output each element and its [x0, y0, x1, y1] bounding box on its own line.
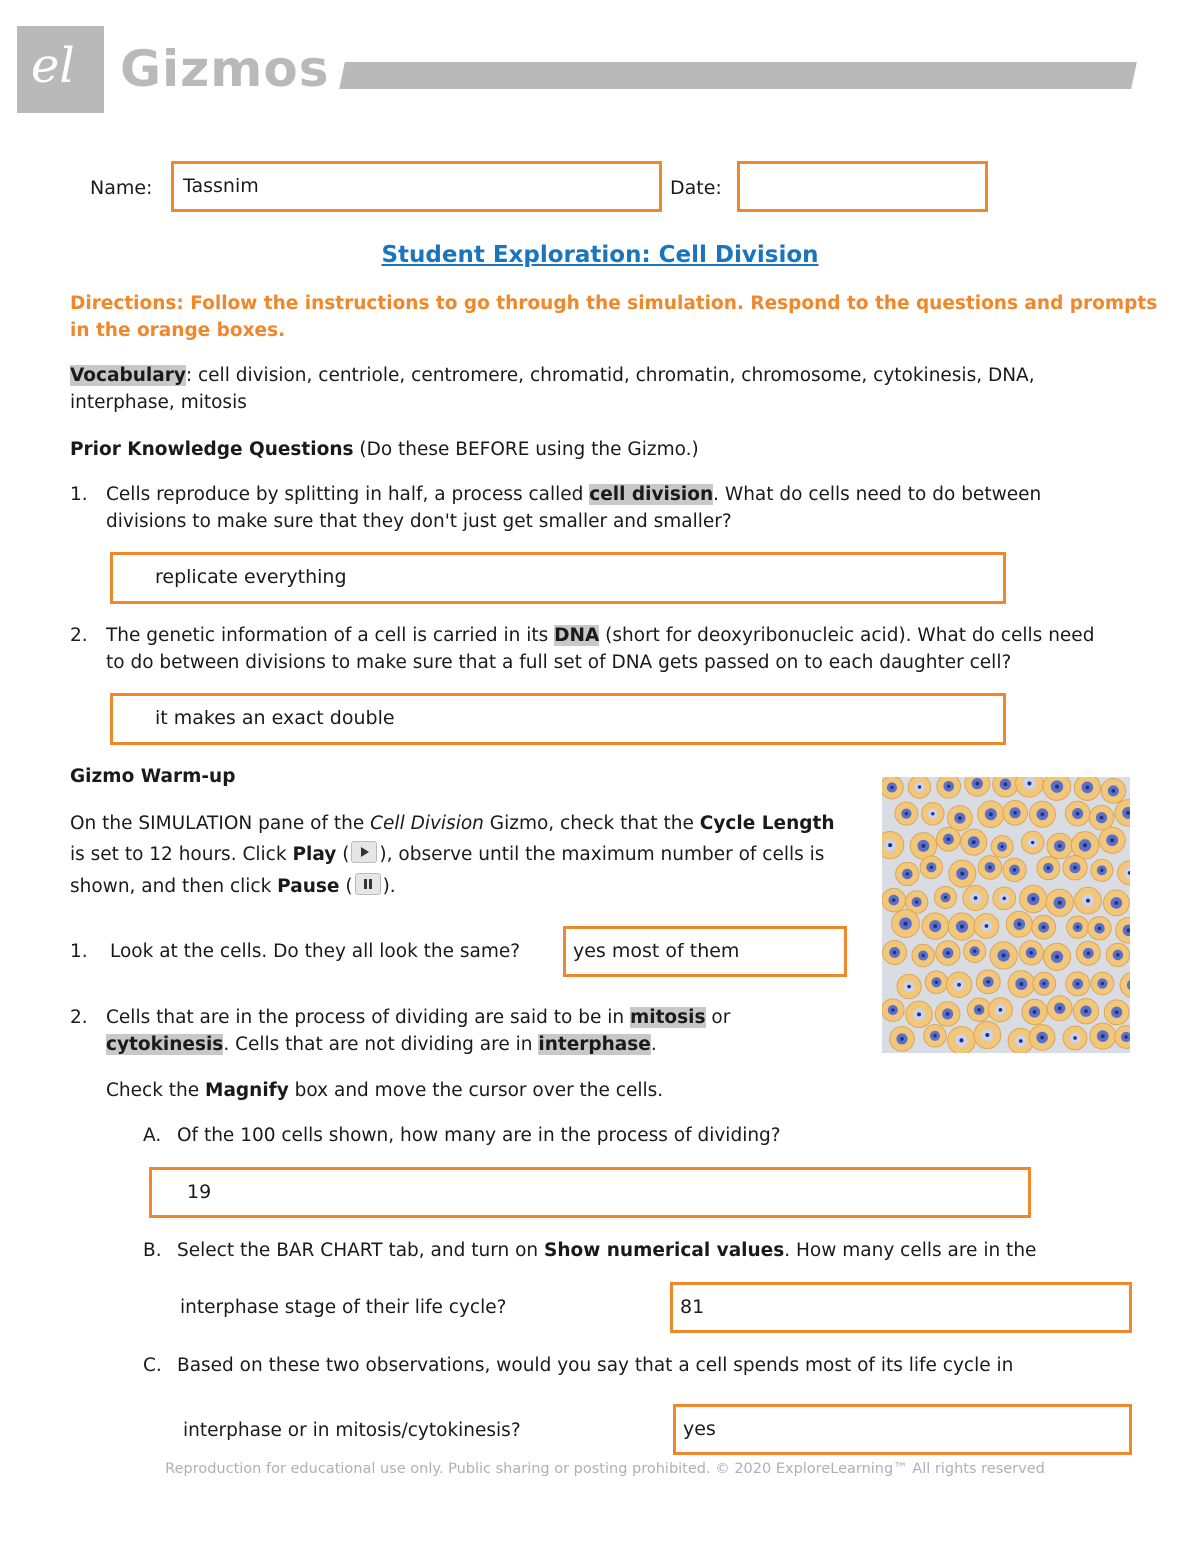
prior-q2-text	[106, 622, 1094, 649]
cell-nucleolus	[893, 951, 897, 955]
prior-q1-pre: Cells reproduce by splitting in half, a process called	[106, 484, 590, 505]
cell-nucleolus	[935, 981, 938, 984]
cell-nucleolus	[903, 922, 907, 926]
name-label: Name:	[90, 177, 153, 199]
cell-nucleolus	[959, 1038, 963, 1042]
warmup-p1-bold: Cycle Length	[699, 813, 835, 834]
cell-nucleolus	[1100, 869, 1103, 872]
cell-nucleolus	[960, 925, 964, 929]
subq-a-answer: 19	[187, 1181, 212, 1203]
cell-nucleolus	[1126, 811, 1130, 815]
cell-nucleolus	[1073, 866, 1077, 870]
cell-nucleolus	[1019, 982, 1023, 986]
prior-q1-line2: divisions to make sure that they don't just get smaller and smaller?	[106, 511, 732, 532]
vocabulary-terms: : cell division, centriole, centromere, chromatid, chromatin, chromosome, cytokinesis, DNA,	[185, 365, 1035, 386]
subq-a-label: A.	[143, 1125, 162, 1146]
subq-b-line2: interphase stage of their life cycle?	[180, 1297, 507, 1318]
cell-nucleolus	[946, 1012, 950, 1016]
cell-nucleolus	[906, 872, 910, 876]
cell-nucleolus	[1084, 1009, 1088, 1013]
prior-q1-term: cell division	[589, 484, 714, 505]
cell-nucleolus	[933, 1034, 936, 1037]
warmup-p2-c: ), observe until the maximum number of cells is	[379, 844, 825, 865]
cell-nucleolus	[1055, 784, 1059, 788]
warmup-q2-post1: or	[705, 1007, 731, 1028]
warmup-q1-answer: yes most of them	[573, 940, 740, 962]
cell-nucleolus	[891, 1008, 894, 1011]
cell-nucleolus	[974, 896, 978, 900]
warmup-p2-b: (	[336, 844, 350, 865]
warmup-q2-mid: . Cells that are not dividing are in	[223, 1034, 539, 1055]
prior-q1-answer: replicate everything	[155, 566, 347, 588]
cell-nucleolus	[975, 782, 979, 786]
cell-nucleolus	[1076, 982, 1080, 986]
cell-nucleolus	[1086, 951, 1090, 955]
cell-nucleolus	[1058, 1006, 1062, 1010]
cell-nucleolus	[1031, 897, 1035, 901]
warmup-heading: Gizmo Warm-up	[70, 766, 236, 787]
cell-nucleolus	[1101, 982, 1104, 985]
warmup-q2-num: 2.	[70, 1007, 88, 1028]
warmup-q2-pre: Cells that are in the process of dividing are said to be in	[106, 1007, 630, 1028]
cell-nucleolus	[973, 950, 976, 953]
warmup-p1-a: On the SIMULATION pane of the	[70, 813, 371, 834]
cell-nucleolus	[972, 840, 976, 844]
cell-nucleolus	[1003, 897, 1006, 900]
cell-nucleolus	[1040, 1036, 1044, 1040]
cell-nucleolus	[944, 896, 947, 899]
prior-q1-text	[106, 481, 1041, 508]
cell-nucleolus	[1086, 899, 1090, 903]
subq-b-post: . How many cells are in the	[784, 1240, 1037, 1261]
cell-nucleolus	[1027, 781, 1031, 785]
cell-nucleolus	[985, 1033, 989, 1037]
vocabulary	[70, 362, 1035, 389]
warmup-q2-term-interphase: interphase	[538, 1034, 651, 1055]
cell-nucleolus	[900, 1037, 904, 1041]
name-value: Tassnim	[183, 175, 259, 197]
cells-image	[882, 777, 1130, 1053]
warmup-play-word: Play	[292, 844, 337, 865]
warmup-p3	[70, 873, 396, 900]
subq-b-answer: 81	[680, 1296, 705, 1318]
cell-nucleolus	[1100, 816, 1104, 820]
warmup-q2-end: .	[650, 1034, 657, 1055]
cell-nucleolus	[947, 785, 951, 789]
cell-nucleolus	[977, 1008, 981, 1012]
cell-nucleolus	[1073, 1036, 1077, 1040]
warmup-p2	[70, 841, 824, 868]
warmup-q2-term-cytokinesis: cytokinesis	[106, 1034, 224, 1055]
cell-nucleolus	[947, 837, 951, 841]
subq-b-bold: Show numerical values	[544, 1240, 785, 1261]
date-field[interactable]	[737, 161, 988, 212]
warmup-q2-check-bold: Magnify	[205, 1080, 289, 1101]
cell-nucleolus	[1124, 1035, 1127, 1038]
cell-nucleolus	[921, 844, 925, 848]
cell-nucleolus	[888, 843, 892, 847]
cell-nucleolus	[1043, 982, 1046, 985]
cell-nucleolus	[1116, 953, 1120, 957]
cell-nucleolus	[1019, 1039, 1023, 1043]
date-label: Date:	[670, 177, 722, 199]
cell-nucleolus	[1076, 812, 1080, 816]
cell-nucleolus	[892, 898, 896, 902]
cell-nucleolus	[930, 866, 933, 869]
cell-nucleolus	[988, 866, 992, 870]
prior-heading-bold: Prior Knowledge Questions	[70, 439, 354, 460]
warmup-p3-c: ).	[382, 876, 396, 897]
subq-c-answer-box[interactable]	[673, 1404, 1132, 1455]
warmup-p2-a: is set to 12 hours. Click	[70, 844, 293, 865]
subq-b-pre: Select the BAR CHART tab, and turn on	[177, 1240, 545, 1261]
logo-mark-text: el	[31, 38, 75, 94]
subq-c-label: C.	[143, 1355, 162, 1376]
cell-nucleolus	[1055, 955, 1059, 959]
cell-nucleolus	[957, 983, 961, 987]
cell-nucleolus	[890, 786, 893, 789]
cell-nucleolus	[1013, 811, 1017, 815]
warmup-q2-line2	[106, 1031, 657, 1058]
warmup-q2-term-mitosis: mitosis	[629, 1007, 706, 1028]
cell-nucleolus	[985, 924, 989, 928]
cell-nucleolus	[1013, 868, 1017, 872]
prior-q1-post: . What do cells need to do between	[713, 484, 1042, 505]
cell-nucleolus	[921, 954, 924, 957]
prior-q2-post: (short for deoxyribonucleic acid). What do cells need	[599, 625, 1095, 646]
subq-c-text: Based on these two observations, would you say that a cell spends most of its life cycle in	[177, 1355, 1014, 1376]
warmup-p3-b: (	[339, 876, 353, 897]
cell-nucleolus	[960, 872, 964, 876]
cell-nucleolus	[1047, 866, 1050, 869]
cell-nucleolus	[986, 980, 990, 984]
warmup-q1-text: Look at the cells. Do they all look the same?	[110, 941, 521, 962]
vocabulary-label: Vocabulary	[70, 365, 186, 386]
cell-nucleolus	[1114, 901, 1118, 905]
warmup-q2-check	[106, 1077, 663, 1104]
directions-line2: in the orange boxes.	[70, 320, 286, 341]
cell-nucleolus	[1031, 841, 1034, 844]
cell-nucleolus	[1058, 844, 1062, 848]
logo-mark	[17, 26, 104, 113]
prior-q1-num: 1.	[70, 484, 88, 505]
cell-nucleolus	[989, 812, 993, 816]
footer-notice: Reproduction for educational use only. Public sharing or posting prohibited. © 2020 ExploreLearning™ All rights reserved	[165, 1461, 1045, 1477]
warmup-p1-italic: Cell Division	[370, 813, 484, 834]
warmup-pause-word: Pause	[277, 876, 340, 897]
warmup-p1-b: Gizmo, check that the	[483, 813, 700, 834]
cell-nucleolus	[958, 816, 962, 820]
subq-a-text: Of the 100 cells shown, how many are in the process of dividing?	[177, 1125, 781, 1146]
warmup-q2-text	[106, 1004, 730, 1031]
subq-a-answer-box[interactable]	[149, 1167, 1031, 1218]
directions-line1: Directions: Follow the instructions to go through the simulation. Respond to the questions and prompts	[70, 293, 1158, 314]
subq-c-line2: interphase or in mitosis/cytokinesis?	[183, 1420, 521, 1441]
cell-nucleolus	[1029, 951, 1033, 955]
cells-illustration	[882, 777, 1130, 1053]
cell-nucleolus	[907, 985, 911, 989]
cell-nucleolus	[1098, 927, 1102, 931]
prior-q2-line2: to do between divisions to make sure that a full set of DNA gets passed on to each daughter cell?	[106, 652, 1012, 673]
play-icon	[351, 841, 377, 863]
cell-nucleolus	[1083, 843, 1087, 847]
cell-nucleolus	[905, 812, 908, 815]
prior-heading-note: (Do these BEFORE using the Gizmo.)	[353, 439, 699, 460]
page-title: Student Exploration: Cell Division	[381, 242, 819, 268]
cell-nucleolus	[1112, 789, 1116, 793]
header-bar	[339, 62, 1137, 89]
cell-nucleolus	[917, 1012, 921, 1016]
cell-nucleolus	[1000, 845, 1003, 848]
warmup-q1-num: 1.	[70, 941, 88, 962]
pause-icon	[355, 873, 381, 895]
cell-nucleolus	[933, 924, 937, 928]
cell-nucleolus	[1115, 1010, 1119, 1014]
cell-nucleolus	[1040, 812, 1044, 816]
cell-nucleolus	[1101, 1034, 1105, 1038]
cell-nucleolus	[999, 1008, 1003, 1012]
cell-nucleolus	[931, 812, 934, 815]
subq-c-answer: yes	[683, 1418, 716, 1440]
vocabulary-line2: interphase, mitosis	[70, 392, 247, 413]
prior-heading	[70, 436, 699, 463]
warmup-q2-check-a: Check the	[106, 1080, 206, 1101]
brand-name: Gizmos	[120, 40, 330, 98]
cell-nucleolus	[1042, 925, 1046, 929]
cell-nucleolus	[1058, 901, 1062, 905]
prior-q2-num: 2.	[70, 625, 88, 646]
cell-nucleolus	[1110, 838, 1114, 842]
cell-nucleolus	[1017, 922, 1021, 926]
prior-q2-term: DNA	[554, 625, 600, 646]
cell-nucleolus	[915, 900, 918, 903]
cell-nucleolus	[1076, 925, 1079, 928]
cell-nucleolus	[946, 951, 950, 955]
cell-nucleolus	[1085, 785, 1089, 789]
prior-q2-pre: The genetic information of a cell is carried in its	[106, 625, 555, 646]
cell-nucleolus	[918, 785, 921, 788]
subq-b-label: B.	[143, 1240, 162, 1261]
cell-nucleolus	[1003, 782, 1007, 786]
warmup-p1	[70, 810, 835, 837]
cell-nucleolus	[1002, 953, 1006, 957]
prior-q2-answer: it makes an exact double	[155, 707, 395, 729]
subq-b-text	[177, 1237, 1036, 1264]
cell-nucleolus	[1033, 1010, 1037, 1014]
warmup-p3-a: shown, and then click	[70, 876, 278, 897]
subq-b-answer-box[interactable]	[670, 1282, 1132, 1333]
warmup-q2-check-b: box and move the cursor over the cells.	[288, 1080, 664, 1101]
